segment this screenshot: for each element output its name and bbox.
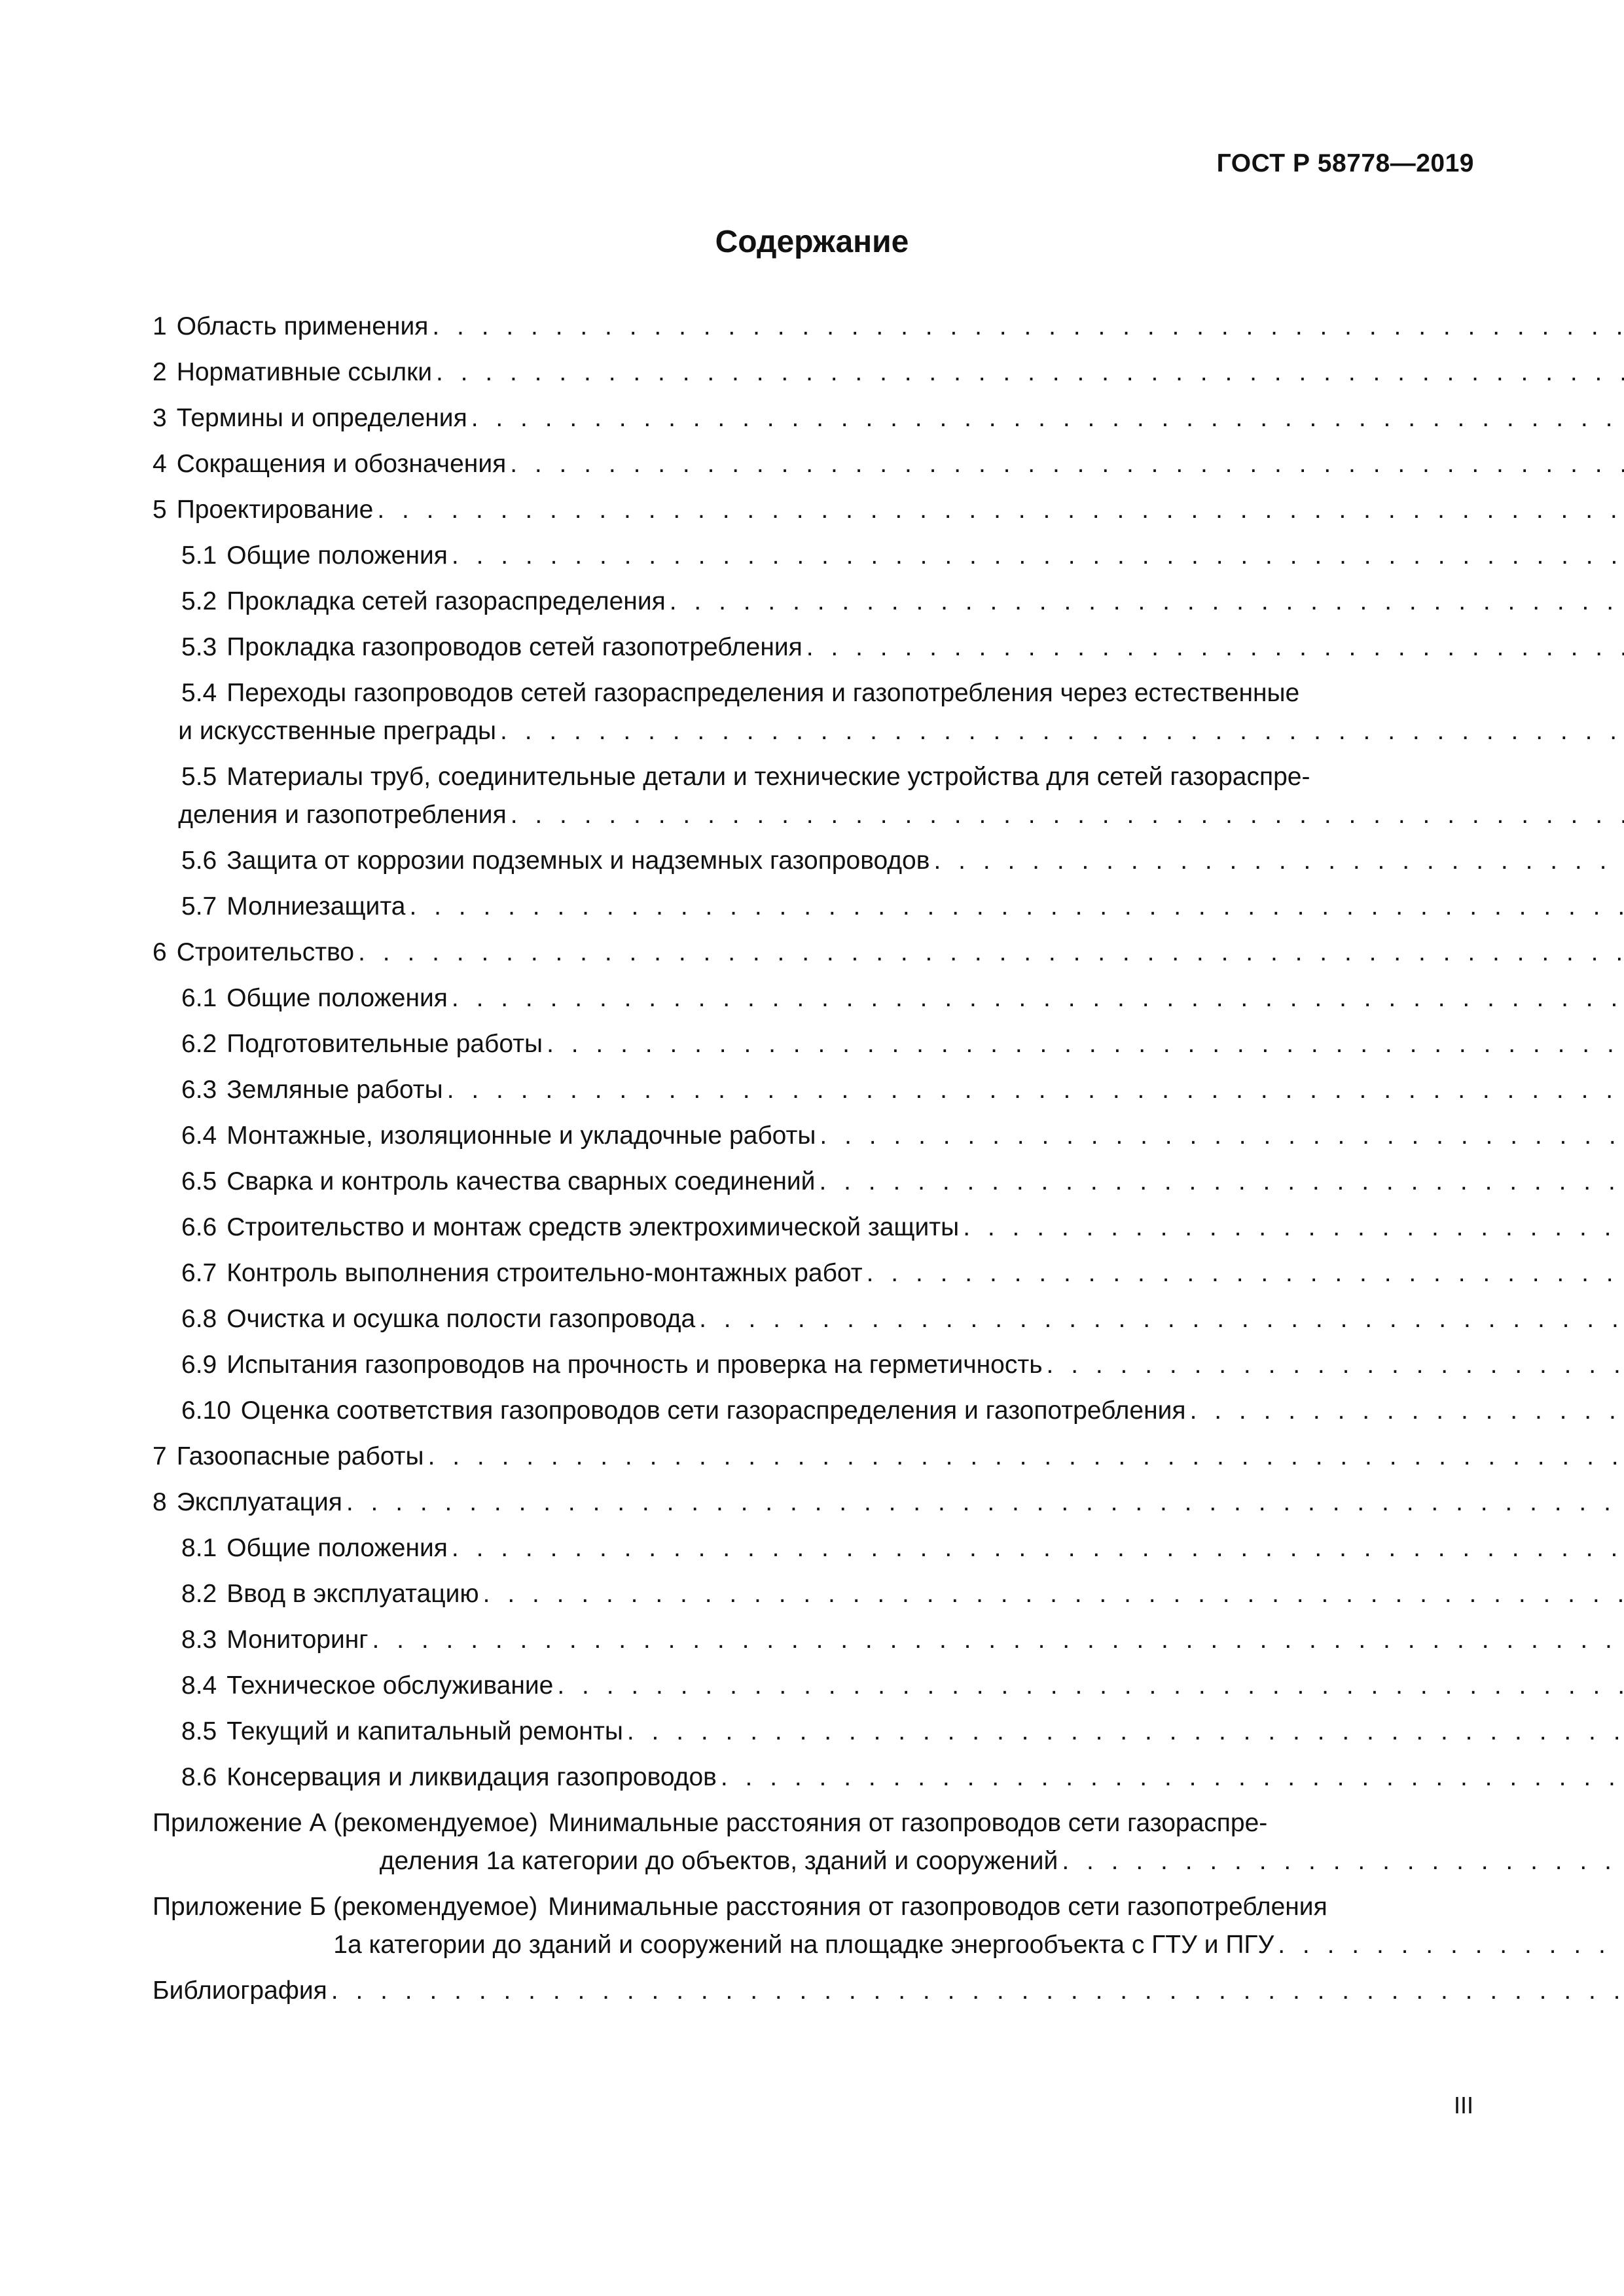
toc-title: Содержание bbox=[715, 225, 909, 259]
toc-entry-6-10[interactable]: 6.10 Оценка соответствия газопроводов сети газораспределения и газопотребления . . . bbox=[153, 1392, 1475, 1430]
table-of-contents bbox=[153, 308, 1475, 2018]
toc-entry-5[interactable]: 5 Проектирование . . . bbox=[153, 491, 1475, 529]
toc-entry-8-1[interactable]: 8.1 Общие положения . . . bbox=[153, 1529, 1475, 1567]
toc-entry-5-3[interactable]: 5.3 Прокладка газопроводов сетей газопотребления . . . bbox=[153, 629, 1475, 666]
toc-entry-1[interactable]: 1 Область применения . . . bbox=[153, 308, 1475, 346]
toc-entry-6-8[interactable]: 6.8 Очистка и осушка полости газопровода . . . bbox=[153, 1300, 1475, 1338]
toc-entry-8-2[interactable]: 8.2 Ввод в эксплуатацию . . . bbox=[153, 1575, 1475, 1613]
page-number: III bbox=[1453, 2092, 1473, 2119]
toc-entry-bibliography[interactable]: Библиография . . . bbox=[153, 1972, 1475, 2010]
toc-annex-a[interactable]: Приложение А (рекомендуемое) Минимальные расстояния от газопроводов сети газораспре- деления 1а категории до объектов, зданий и сооружений . . . bbox=[153, 1804, 1475, 1880]
toc-annex-b[interactable]: Приложение Б (рекомендуемое) Минимальные расстояния от газопроводов сети газопотребления 1а категории до зданий и сооружений на площадке энергообъекта с ГТУ и ПГУ . . . bbox=[153, 1888, 1475, 1964]
toc-entry-7[interactable]: 7 Газоопасные работы . . . bbox=[153, 1438, 1475, 1476]
toc-entry-2[interactable]: 2 Нормативные ссылки . . . bbox=[153, 354, 1475, 392]
toc-entry-8-5[interactable]: 8.5 Текущий и капитальный ремонты . . . bbox=[153, 1713, 1475, 1751]
toc-entry-6-4[interactable]: 6.4 Монтажные, изоляционные и укладочные работы . . . bbox=[153, 1117, 1475, 1155]
toc-entry-5-1[interactable]: 5.1 Общие положения . . . bbox=[153, 537, 1475, 575]
toc-entry-6-9[interactable]: 6.9 Испытания газопроводов на прочность и проверка на герметичность . . . bbox=[153, 1346, 1475, 1384]
toc-entry-4[interactable]: 4 Сокращения и обозначения . . . bbox=[153, 445, 1475, 483]
toc-entry-6-7[interactable]: 6.7 Контроль выполнения строительно-монтажных работ . . . bbox=[153, 1254, 1475, 1292]
toc-entry-5-4[interactable]: 5.4 Переходы газопроводов сетей газораспределения и газопотребления через естественные и искусственные преграды . . . bbox=[153, 674, 1475, 750]
toc-entry-5-5[interactable]: 5.5 Материалы труб, соединительные детали и технические устройства для сетей газораспре- деления и газопотребления . . . bbox=[153, 758, 1475, 834]
document-code: ГОСТ Р 58778—2019 bbox=[1216, 149, 1474, 177]
toc-entry-6-1[interactable]: 6.1 Общие положения . . . bbox=[153, 979, 1475, 1017]
toc-entry-8-4[interactable]: 8.4 Техническое обслуживание . . . bbox=[153, 1667, 1475, 1705]
toc-entry-5-6[interactable]: 5.6 Защита от коррозии подземных и надземных газопроводов . . . bbox=[153, 842, 1475, 880]
toc-entry-8[interactable]: 8 Эксплуатация . . . bbox=[153, 1484, 1475, 1522]
toc-entry-6[interactable]: 6 Строительство . . . bbox=[153, 934, 1475, 972]
toc-entry-3[interactable]: 3 Термины и определения . . . bbox=[153, 399, 1475, 437]
toc-entry-6-3[interactable]: 6.3 Земляные работы . . . bbox=[153, 1071, 1475, 1109]
toc-entry-5-2[interactable]: 5.2 Прокладка сетей газораспределения . . . bbox=[153, 583, 1475, 621]
toc-entry-8-3[interactable]: 8.3 Мониторинг . . . bbox=[153, 1621, 1475, 1659]
toc-entry-8-6[interactable]: 8.6 Консервация и ликвидация газопроводов . . . bbox=[153, 1758, 1475, 1796]
toc-entry-6-2[interactable]: 6.2 Подготовительные работы . . . bbox=[153, 1025, 1475, 1063]
toc-entry-5-7[interactable]: 5.7 Молниезащита . . . bbox=[153, 888, 1475, 926]
toc-entry-6-5[interactable]: 6.5 Сварка и контроль качества сварных соединений . . . bbox=[153, 1163, 1475, 1201]
toc-entry-6-6[interactable]: 6.6 Строительство и монтаж средств электрохимической защиты . . . bbox=[153, 1209, 1475, 1247]
